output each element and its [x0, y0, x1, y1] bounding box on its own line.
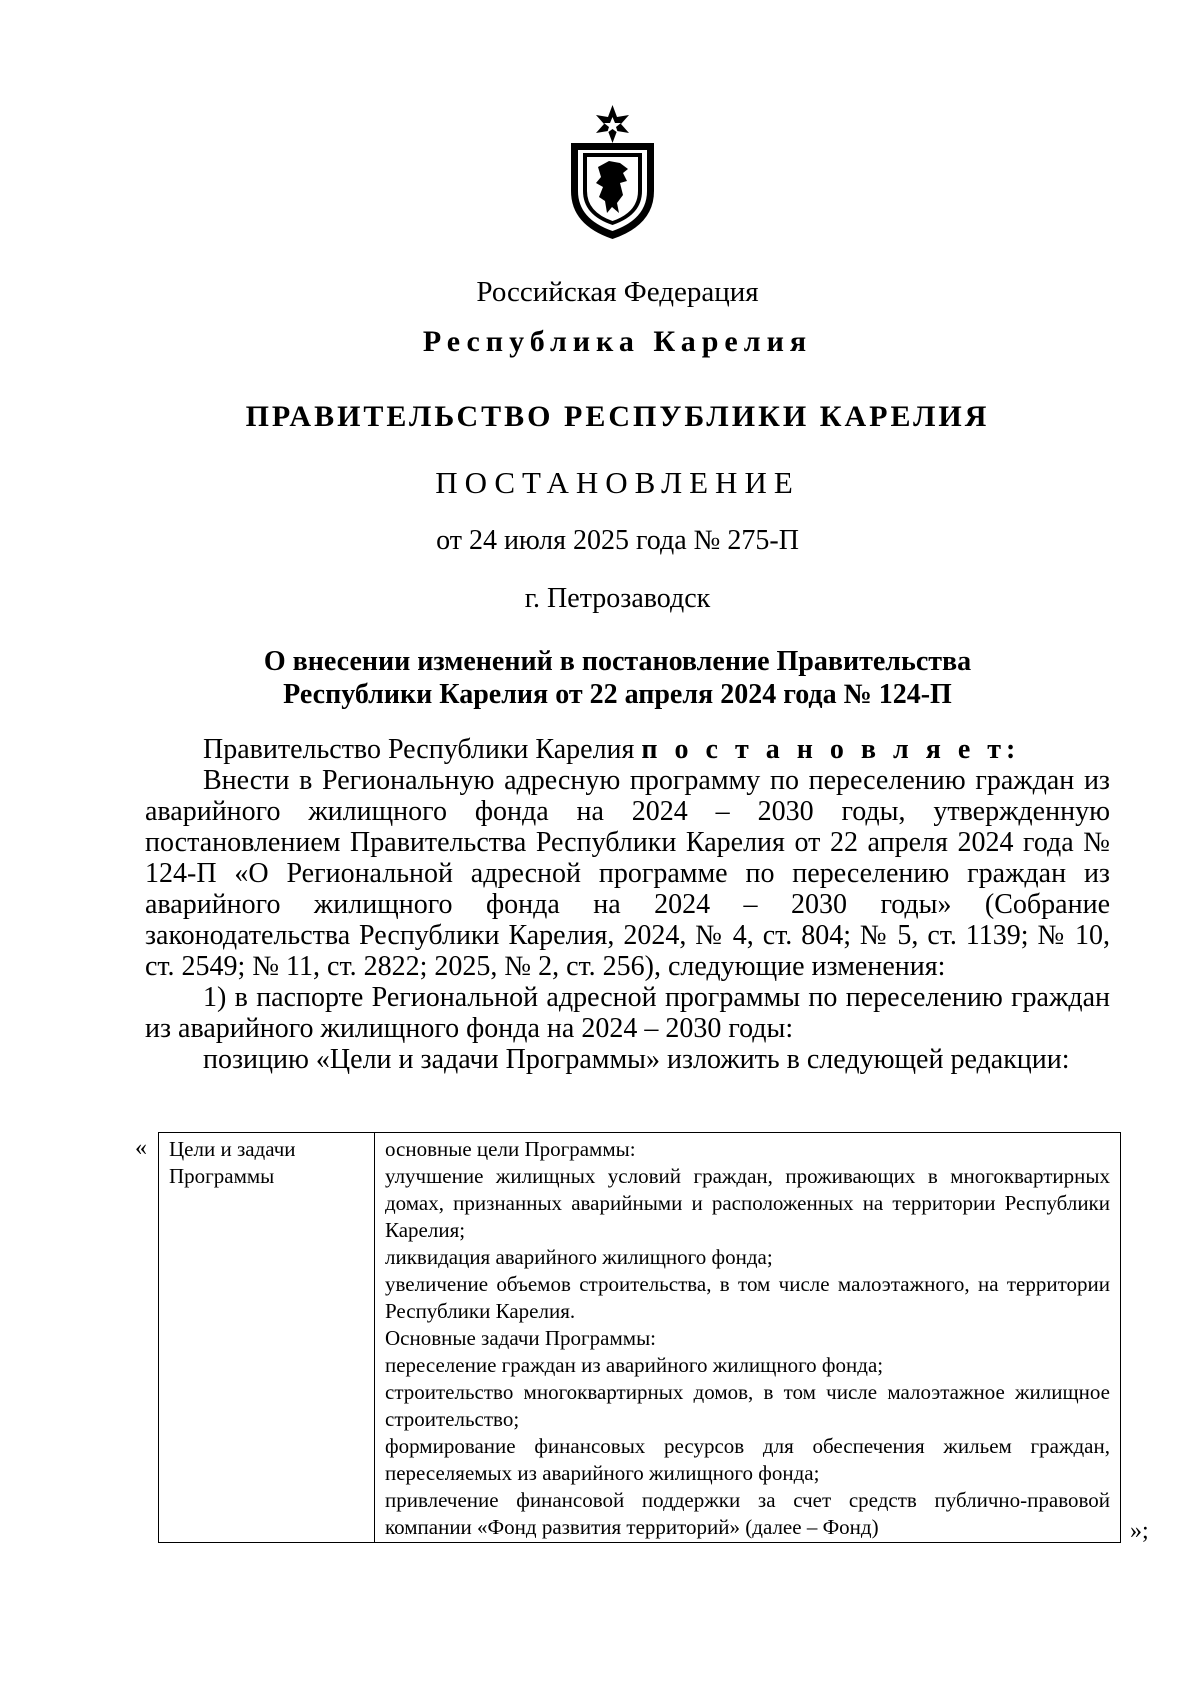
- list-item: основные цели Программы:: [385, 1137, 636, 1161]
- paragraph-amendment: Внести в Региональную адресную программу по переселению граждан из аварийного жилищного фонда на 2024 – 2030 годы, утвержденную постановлением Правительства Республики Карелия от 22 апреля 2024 года № 124-П «О Региональной адресной программе по переселению граждан из аварийного жилищного фонда на 2024 – 2030 годы» (Собрание законодательства Республики Карелия, 2024, № 4, ст. 804; № 5, ст. 1139; № 10, ст. 2549; № 11, ст. 2822; 2025, № 2, ст. 256), следующие изменения:: [145, 765, 1110, 982]
- decree-date-number: от 24 июля 2025 года № 275-П: [436, 525, 799, 556]
- paragraph-item-1: 1) в паспорте Региональной адресной программы по переселению граждан из аварийного жилищного фонда на 2024 – 2030 годы:: [145, 982, 1110, 1044]
- open-quote: «: [135, 1135, 147, 1161]
- list-item: увеличение объемов строительства, в том числе малоэтажного, на территории Республики Карелия.: [385, 1272, 1110, 1323]
- preamble: [145, 734, 1110, 765]
- table-row: [159, 1133, 1121, 1543]
- table-content-cell: [375, 1133, 1121, 1543]
- preamble-text: Правительство Республики Карелия: [203, 734, 642, 765]
- document-type: ПОСТАНОВЛЕНИЕ: [435, 465, 800, 500]
- list-item: улучшение жилищных условий граждан, проживающих в многоквартирных домах, признанных аварийными и расположенных на территории Республики Карелия;: [385, 1164, 1110, 1242]
- goals-table: [158, 1132, 1121, 1543]
- city-name: г. Петрозаводск: [524, 583, 711, 614]
- republic-name: Республика Карелия: [422, 325, 813, 358]
- government-name: ПРАВИТЕЛЬСТВО РЕСПУБЛИКИ КАРЕЛИЯ: [245, 400, 990, 433]
- subject-line-1: О внесении изменений в постановление Правительства: [263, 646, 972, 677]
- decree-subject: [0, 645, 1200, 711]
- list-item: переселение граждан из аварийного жилищного фонда;: [385, 1353, 884, 1377]
- decree-body: [145, 734, 1110, 1075]
- close-quote: »;: [1130, 1518, 1149, 1544]
- karelia-coat-of-arms-icon: [565, 103, 660, 241]
- subject-line-2: Республики Карелия от 22 апреля 2024 года № 124-П: [283, 679, 952, 710]
- paragraph-position: позицию «Цели и задачи Программы» изложить в следующей редакции:: [203, 1044, 1070, 1075]
- list-item: ликвидация аварийного жилищного фонда;: [385, 1245, 773, 1269]
- preamble-verb: п о с т а н о в л я е т:: [641, 734, 1021, 765]
- list-item: Основные задачи Программы:: [385, 1326, 657, 1350]
- list-item: формирование финансовых ресурсов для обеспечения жильем граждан, переселяемых из аварийного жилищного фонда;: [385, 1434, 1110, 1485]
- country-name: Российская Федерация: [476, 276, 759, 308]
- table-label-cell: Цели и задачи Программы: [159, 1133, 375, 1543]
- list-item: привлечение финансовой поддержки за счет средств публично-правовой компании «Фонд развития территорий» (далее – Фонд): [385, 1488, 1110, 1539]
- list-item: строительство многоквартирных домов, в том числе малоэтажное жилищное строительство;: [385, 1380, 1110, 1431]
